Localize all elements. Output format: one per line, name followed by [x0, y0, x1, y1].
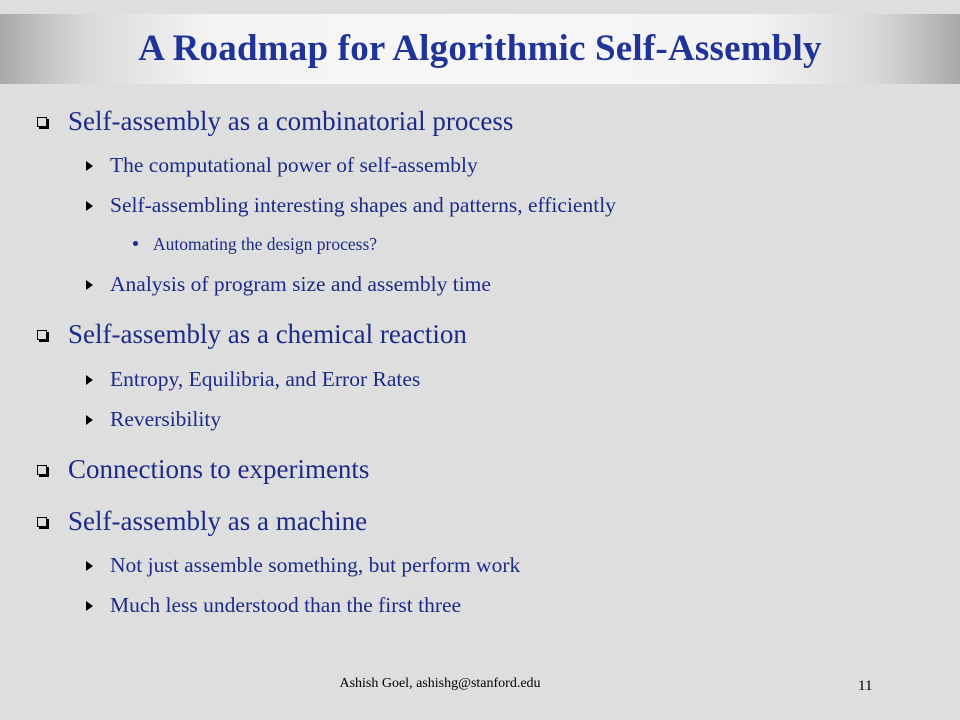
bullet-text: Automating the design process? — [153, 234, 378, 254]
arrowhead-bullet-icon — [86, 161, 93, 171]
sub-bullet-item — [86, 593, 461, 618]
sub-bullet-item — [86, 553, 520, 578]
bullet-text: Self-assembly as a chemical reaction — [68, 319, 467, 349]
square-bullet-icon — [37, 465, 47, 475]
page-number: 11 — [858, 678, 873, 694]
sub-bullet-item — [86, 367, 420, 392]
arrowhead-bullet-icon — [86, 561, 93, 571]
slide-title: A Roadmap for Algorithmic Self-Assembly — [138, 28, 822, 69]
bullet-text: Self-assembling interesting shapes and patterns, efficiently — [110, 193, 616, 217]
square-bullet-icon — [37, 517, 47, 527]
arrowhead-bullet-icon — [86, 601, 93, 611]
arrowhead-bullet-icon — [86, 375, 93, 385]
square-bullet-icon — [37, 330, 47, 340]
bullet-text: Self-assembly as a combinatorial process — [68, 106, 514, 136]
bullet-text: Entropy, Equilibria, and Error Rates — [110, 367, 421, 391]
sub-bullet-item — [86, 272, 491, 297]
sub-sub-bullet-item — [133, 234, 377, 255]
bullet-text: Connections to experiments — [68, 454, 370, 484]
bullet-text: Not just assemble something, but perform work — [110, 553, 521, 577]
arrowhead-bullet-icon — [86, 280, 93, 290]
arrowhead-bullet-icon — [86, 415, 93, 425]
bullet-text: Much less understood than the first three — [110, 593, 462, 617]
sub-bullet-item — [86, 153, 478, 178]
bullet-text: Self-assembly as a machine — [68, 506, 368, 536]
arrowhead-bullet-icon — [86, 201, 93, 211]
sub-bullet-item — [86, 407, 221, 432]
sub-bullet-item — [86, 193, 616, 218]
footer-author: Ashish Goel, ashishg@stanford.edu — [339, 676, 541, 691]
dot-bullet-icon — [133, 241, 138, 246]
bullet-item — [37, 319, 467, 350]
bullet-text: The computational power of self-assembly — [110, 153, 478, 177]
bullet-item — [37, 106, 513, 137]
square-bullet-icon — [37, 117, 47, 127]
bullet-item — [37, 506, 367, 537]
bullet-text: Reversibility — [110, 407, 222, 431]
bullet-item — [37, 454, 369, 485]
bullet-text: Analysis of program size and assembly time — [110, 272, 491, 296]
